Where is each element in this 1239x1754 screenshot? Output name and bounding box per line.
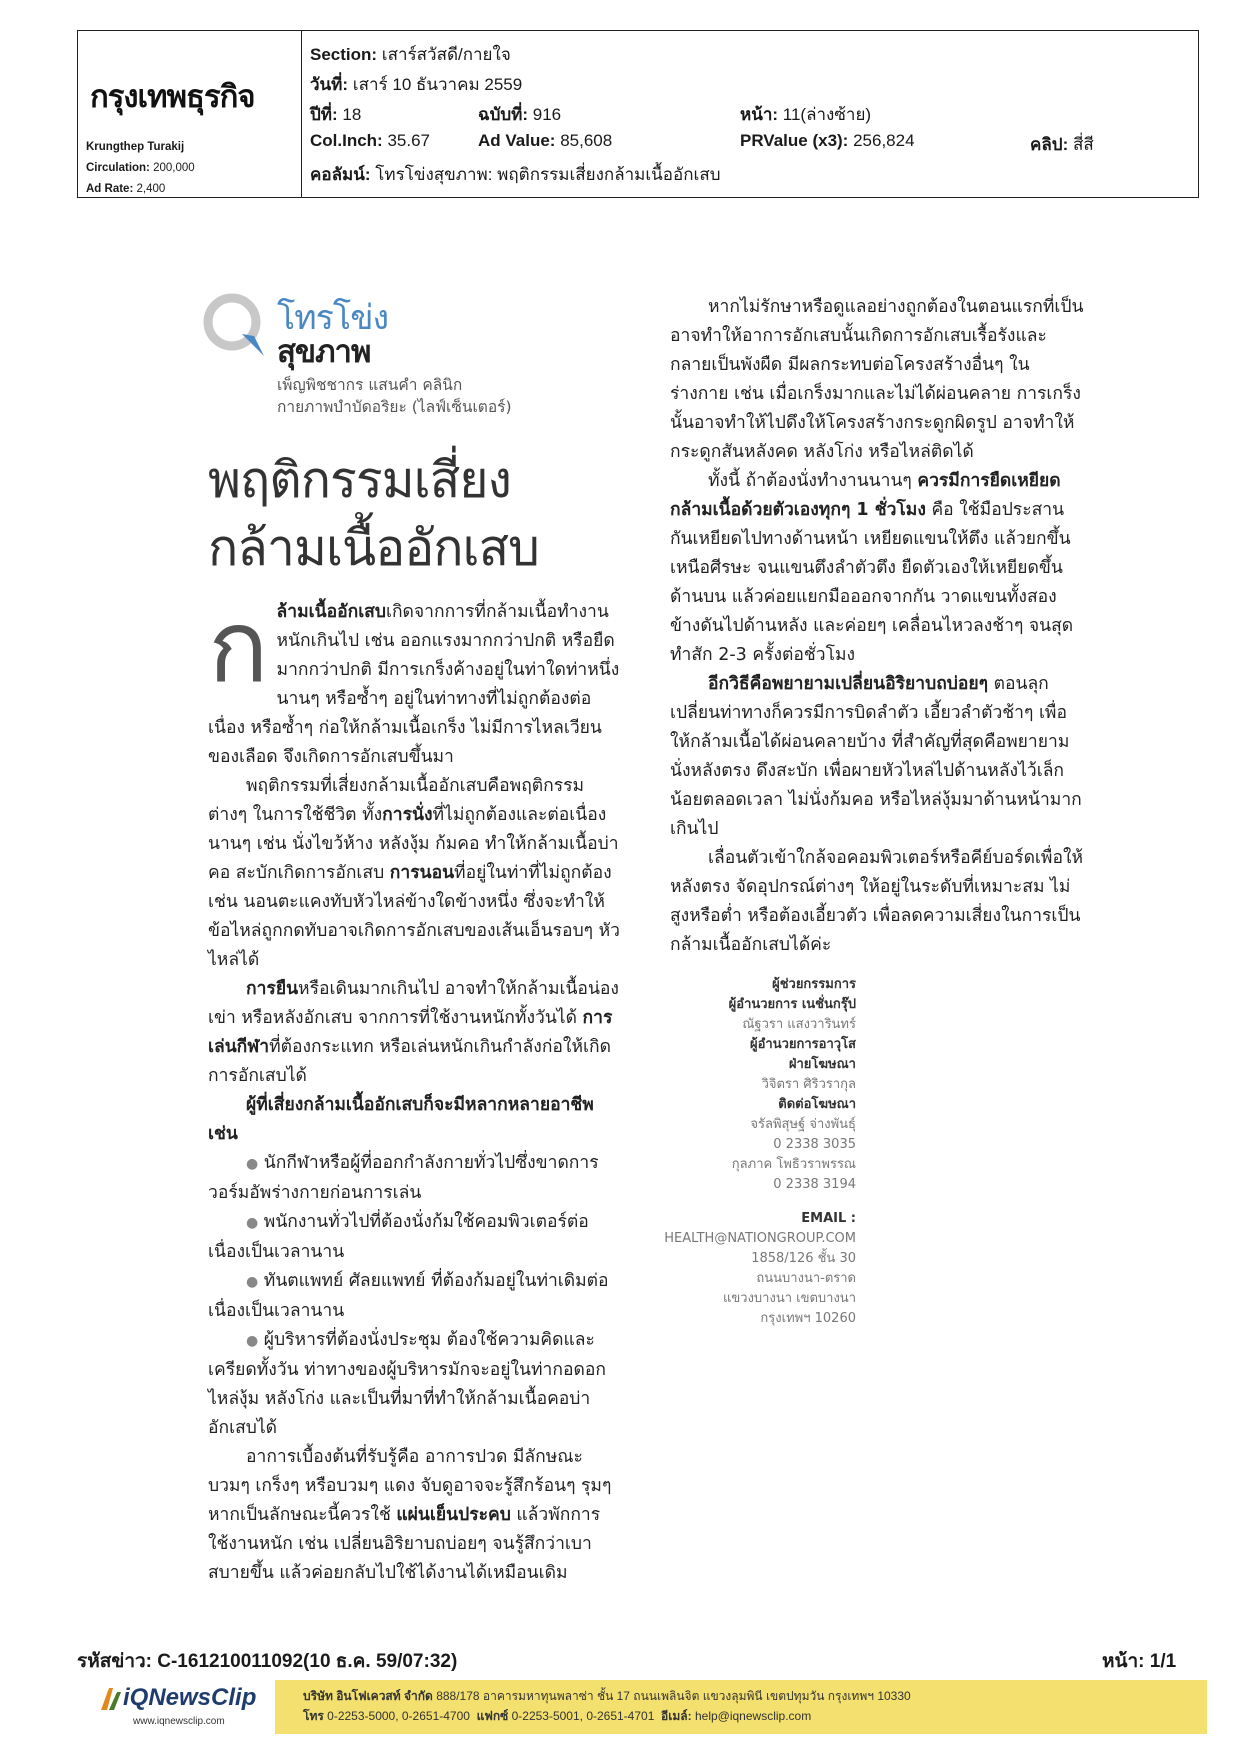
byline-author: เพ็ญพิชชากร แสนคำ คลินิก [277,376,463,394]
credit-role: ฝ่ายโฆษณา [788,1057,856,1072]
issue-label: ฉบับที่: [478,105,529,124]
colinch-cell [310,131,430,151]
brand-url: www.iqnewsclip.com [133,1716,225,1727]
bullet-text-2: พนักงานทั่วไปที่ต้องนั่งก้มใช้คอมพิวเตอร์ต่อเนื่องเป็นเวลานาน [208,1212,589,1262]
page-cell [740,101,871,128]
page-value: 11(ล่างซ้าย) [782,105,872,124]
p2-text-a: พฤติกรรมที่เสี่ยงกล้ามเนื้ออักเสบคือพฤติกรรมต่างๆ ในการใช้ชีวิต ทั้ง [208,776,585,825]
publication-panel [78,31,302,197]
column-value: โทรโข่งสุขภาพ: พฤติกรรมเสี่ยงกล้ามเนื้ออักเสบ [375,165,721,184]
publication-meta [86,137,195,200]
paragraph-2 [208,772,620,975]
credit-address: แขวงบางนา เขตบางนา [723,1291,856,1306]
column-line [310,161,721,188]
credit-role: ผู้อำนวยการ เนชั่นกรุ๊ป [728,997,856,1012]
drop-cap: ก [208,588,269,705]
p2-bold-sleeping: การนอน [389,863,455,883]
credit-address: กรุงเทพฯ 10260 [760,1311,856,1326]
bullet-item [208,1208,620,1267]
clip-header [77,30,1199,198]
company-address: 888/178 อาคารมหาทุนพลาซ่า ชั้น 17 ถนนเพลินจิต แขวงลุมพินี เขตปทุมวัน กรุงเทพฯ 10330 [436,1689,911,1703]
article-headline [208,446,539,582]
credit-address: 1858/126 ชั้น 30 [751,1251,856,1266]
credit-name: กุลภาค โพธิวราพรรณ [731,1157,856,1172]
paragraph-r2 [670,467,1085,670]
bullet-item [208,1326,620,1443]
paragraph-r4: เลื่อนตัวเข้าใกล้จอคอมพิวเตอร์หรือคีย์บอร์ดเพื่อให้หลังตรง จัดอุปกรณ์ต่างๆ ให้อยู่ในระดับที่เหมาะสม ไม่สูงหรือต่ำ หรือต้องเอี้ยวตัว เพื่อลดความเสี่ยงในการเป็นกล้ามเนื้ออักเสบได้ค่ะ [670,848,1084,955]
r3-bold: อีกวิธีคือพยายามเปลี่ยนอิริยาบถบ่อยๆ [708,674,989,694]
pub-name: Krungthep Turakij [86,141,185,153]
credit-email: HEALTH@NATIONGROUP.COM [664,1231,856,1246]
credit-role: ติดต่อโฆษณา [778,1097,856,1112]
paragraph-r1: หากไม่รักษาหรือดูแลอย่างถูกต้องในตอนแรกที่เป็น อาจทำให้อาการอักเสบนั้นเกิดการอักเสบเรื้อรังและกลายเป็นพังผืด มีผลกระทบต่อโครงสร้างอื่นๆ ในร่างกาย เช่น เมื่อเกร็งมากและไม่ได้ผ่อนคลาย การเกร็งนั้นอาจทำให้ไปดึงให้โครงสร้างกระดูกผิดรูป อาจทำให้กระดูกสันหลังคด หลังโก่ง หรือไหล่ติดได้ [670,297,1084,462]
headline-line-2: กล้ามเนื้ออักเสบ [208,519,539,577]
bullet-text-4: ผู้บริหารที่ต้องนั่งประชุม ต้องใช้ความคิดและเครียดทั้งวัน ท่าทางของผู้บริหารมักจะอยู่ในท่ากอดอกไหล่งุ้ม หลังโก่ง และเป็นที่มาที่ทำให้กล้ามเนื้อคอบ่า อักเสบได้ [208,1330,606,1438]
bullet-icon: ● [246,1156,259,1172]
credit-role: ผู้ช่วยกรรมการ [772,977,856,992]
date-label: วันที่: [310,75,349,94]
p5-text-a: อาการเบื้องต้นที่รับรู้คือ อาการปวด มีลักษณะบวมๆ เกร็งๆ หรือบวมๆ แดง จับดูอาจจะรู้สึกร้อนๆ รุมๆ หากเป็นลักษณะนี้ควรใช้ [208,1447,612,1525]
byline-affiliation: กายภาพบำบัดอริยะ (ไลฟ์เซ็นเตอร์) [277,398,512,416]
p2-text-d: ที่อยู่ในท่าที่ไม่ถูกต้อง เช่น นอนตะแคงทับหัวไหล่ข้างใดข้างหนึ่ง ซึ่งจะทำให้ข้อไหล่ถูกกดทับอาจเกิดการอักเสบของเส้นเอ็นรอบๆ หัวไหล่ได้ [208,863,621,970]
company-line [303,1686,1179,1706]
column-title-2: สุขภาพ [277,334,371,370]
brand-name: iQNewsClip [123,1684,257,1711]
credit-email-heading: EMAIL : [801,1211,856,1226]
adrate-value: 2,400 [136,183,166,195]
r3-text: ตอนลุกเปลี่ยนท่าทางก็ควรมีการบิดลำตัว เอี้ยวลำตัวช้าๆ เพื่อให้กล้ามเนื้อได้ผ่อนคลายบ้าง ที่สำคัญที่สุดคือพยายามนั่งหลังตรง ดึงสะบัก เพื่อผายหัวไหล่ไปด้านหลังไว้เล็กน้อยตลอดเวลา ไม่นั่งก้มคอ หรือไหล่งุ้มมาด้านหน้ามากเกินไป [670,674,1082,839]
p2-bold-sitting: การนั่ง [382,805,433,825]
p3-bold-standing: การยืน [246,979,299,999]
bullet-item [208,1267,620,1326]
p4-bold: ผู้ที่เสี่ยงกล้ามเนื้ออักเสบก็จะมีหลากหลายอาชีพ เช่น [208,1095,594,1144]
headline-line-1: พฤติกรรมเสี่ยง [208,451,511,509]
email-value: help@iqnewsclip.com [694,1709,812,1723]
email-label: อีเมล์: [661,1709,692,1723]
bullet-text-3: ทันตแพทย์ ศัลยแพทย์ ที่ต้องก้มอยู่ในท่าเดิมต่อเนื่องเป็นเวลานาน [208,1271,609,1321]
tel-label: โทร [303,1709,324,1723]
fax-label: แฟกซ์ [476,1709,509,1723]
prvalue-value: 256,824 [853,131,915,150]
issue-cell [478,101,561,128]
page-number: หน้า: 1/1 [1102,1651,1177,1672]
paragraph-3 [208,975,620,1091]
paragraph-1 [208,588,620,772]
date-line [310,71,522,98]
fax-value: 0-2253-5001, 0-2651-4701 [511,1709,655,1723]
bullet-item [208,1149,620,1208]
r2-text-a: ทั้งนี้ ถ้าต้องนั่งทำงานนานๆ [708,471,918,491]
credit-role: ผู้อำนวยการอาวุโส [749,1037,856,1052]
company-name: บริษัท อินโฟเควสท์ จำกัด [303,1689,433,1703]
r2-text-b: คือ ใช้มือประสานกันเหยียดไปทางด้านหน้า เหยียดแขนให้ตึง แล้วยกขึ้นเหนือศีรษะ จนแขนตึงลำตัวตึง ยืดตัวเองให้เหยียดขึ้นด้านบน แล้วค่อยแยกมือออกจากกัน วาดแขนทั้งสองข้างดันไปด้านหลัง และค่อยๆ เคลื่อนไหวลงช้าๆ จนสุด ทำสัก 2-3 ครั้งต่อชั่วโมง [670,500,1074,665]
megaphone-q-icon [200,290,272,362]
section-value: เสาร์สวัสดี/กายใจ [381,45,511,64]
bullet-icon: ● [246,1274,259,1290]
circulation-value: 200,000 [153,162,195,174]
clip-id: รหัสข่าว: C-161210011092(10 ธ.ค. 59/07:32) [77,1651,458,1672]
credit-name: จรัลพิสุษฐ์ จ่างพันธุ์ [750,1117,856,1132]
circulation-label: Circulation: [86,162,150,174]
paragraph-5 [208,1443,620,1588]
clip-label: คลิป: [1030,135,1069,154]
issue-value: 916 [532,105,562,124]
page-label: หน้า: [740,105,779,124]
p5-text-b: แล้วพักการใช้งานหนัก เช่น เปลี่ยนอิริยาบถบ่อยๆ จนรู้สึกว่าเบาสบายขึ้น แล้วค่อยกลับไปใช้ได้งานได้เหมือนเดิม [208,1505,601,1583]
p3-text-b: ที่ต้องกระแทก หรือเล่นหนักเกินกำลังก่อให้เกิดการอักเสบได้ [208,1037,611,1086]
p1-bold: ล้ามเนื้ออักเสบ [276,602,386,622]
byline [277,374,512,418]
r2-bold: ควรมีการยืดเหยียดกล้ามเนื้อด้วยตัวเองทุกๆ 1 ชั่วโมง [670,471,1061,520]
staff-credits [660,975,856,1329]
p1-text: เกิดจากการที่กล้ามเนื้อทำงานหนักเกินไป เช่น ออกแรงมากกว่าปกติ หรือยืดมากกว่าปกติ มีการเกร็งค้างอยู่ในท่าใดท่าหนึ่งนานๆ หรือซ้ำๆ อยู่ในท่าทางที่ไม่ถูกต้องต่อเนื่อง หรือซ้ำๆ ก่อให้กล้ามเนื้อเกร็ง ไม่มีการไหลเวียนของเลือด จึงเกิดการอักเสบขึ้นมา [208,602,620,767]
publication-logo: กรุงเทพธุรกิจ [90,79,255,115]
contact-line [303,1706,1179,1726]
credit-name: ณัฐวรา แสงวารินทร์ [742,1017,856,1032]
company-contact-bar [275,1680,1207,1734]
credit-phone: 0 2338 3194 [773,1177,856,1192]
column-label: คอลัมน์: [310,165,371,184]
credit-address: ถนนบางนา-ตราด [756,1271,856,1286]
paragraph-4 [208,1091,620,1149]
clip-value: สี่สี [1072,135,1094,154]
p3-bold-sports: การเล่นกีฬา [208,1008,613,1057]
section-line [310,41,511,68]
section-label: Section: [310,45,378,64]
paragraph-r3 [670,670,1085,844]
p3-text-a: หรือเดินมากเกินไป อาจทำให้กล้ามเนื้อน่อง เข่า หรือหลังอักเสบ จากการที่ใช้งานหนักทั้งวันได้ [208,979,619,1028]
newsclip-mark-icon [97,1684,123,1714]
bullet-icon: ● [246,1215,259,1231]
clip-cell [1030,131,1094,158]
bullet-text-1: นักกีฬาหรือผู้ที่ออกกำลังกายทั่วไปซึ่งขาดการวอร์มอัพร่างกายก่อนการเล่น [208,1153,599,1203]
prvalue-label: PRValue (x3): [740,131,849,150]
bullet-icon: ● [246,1333,259,1349]
colinch-value: 35.67 [387,131,430,150]
prvalue-cell [740,131,915,151]
credit-name: วิจิตรา ศิริวรากุล [761,1077,856,1092]
p5-bold: แผ่นเย็นประคบ [396,1505,511,1525]
year-value: 18 [342,105,362,124]
article-left-column [208,588,621,1588]
column-title-1: โทรโข่ง [277,298,389,338]
advalue-cell [478,131,612,151]
adrate-label: Ad Rate: [86,183,134,195]
iqnewsclip-logo [95,1680,265,1736]
advalue-label: Ad Value: [478,131,556,150]
tel-value: 0-2253-5000, 0-2651-4700 [327,1709,470,1723]
year-cell [310,101,361,128]
advalue-value: 85,608 [560,131,613,150]
colinch-label: Col.Inch: [310,131,383,150]
clip-meta-panel [302,31,1198,197]
article-right-column [670,293,1085,960]
credit-phone: 0 2338 3035 [773,1137,856,1152]
year-label: ปีที่: [310,105,338,124]
date-value: เสาร์ 10 ธันวาคม 2559 [352,75,523,94]
p2-text-c: ที่ไม่ถูกต้องและต่อเนื่องนานๆ เช่น นั่งไขว้ห้าง หลังงุ้ม ก้มคอ ทำให้กล้ามเนื้อบ่า คอ สะบักเกิดการอักเสบ [208,805,619,883]
